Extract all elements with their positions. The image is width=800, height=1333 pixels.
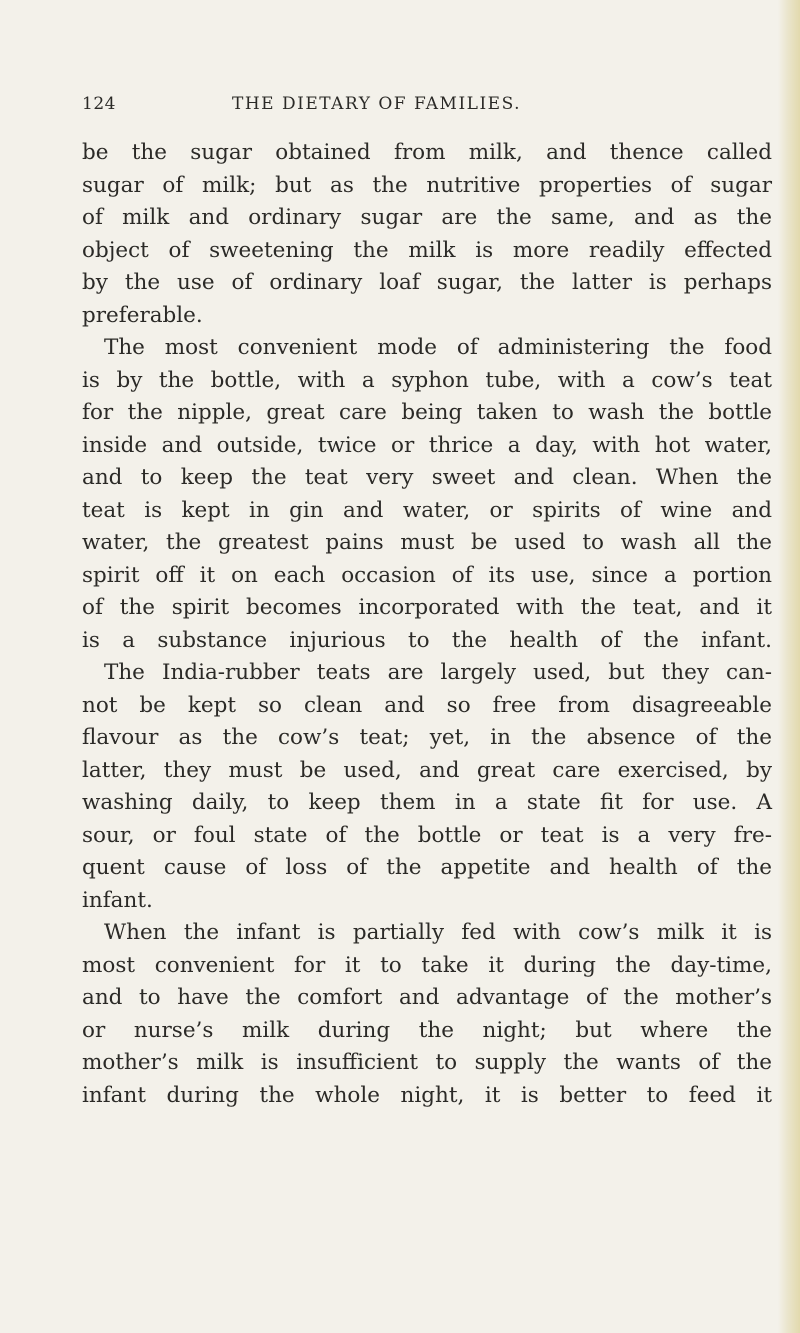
- text-line: water, the greatest pains must be used to wash all the: [82, 530, 772, 555]
- text-line: The most convenient mode of administering the food: [104, 335, 772, 360]
- text-line: washing daily, to keep them in a state fit for use. A: [82, 790, 772, 815]
- text-line: mother’s milk is insufficient to supply the wants of the: [82, 1050, 772, 1075]
- running-head: THE DIETARY OF FAMILIES.: [232, 94, 522, 114]
- body-text: [82, 137, 772, 1112]
- page-number: 124: [82, 94, 116, 114]
- text-line: preferable.: [82, 302, 203, 328]
- text-line: quent cause of loss of the appetite and health of the: [82, 855, 772, 880]
- text-line: is by the bottle, with a syphon tube, with a cow’s teat: [82, 367, 772, 393]
- text-line: sour, or foul state of the bottle or teat is a very fre-: [82, 822, 772, 848]
- text-line: infant during the whole night, it is better to feed it: [82, 1082, 772, 1108]
- text-line: The India-rubber teats are largely used, but they can-: [104, 660, 772, 685]
- text-line: most convenient for it to take it during the day-time,: [82, 952, 772, 978]
- text-line: sugar of milk; but as the nutritive properties of sugar: [82, 172, 772, 198]
- text-line: spirit off it on each occasion of its use, since a portion: [82, 562, 772, 588]
- text-line: flavour as the cow’s teat; yet, in the absence of the: [82, 725, 772, 750]
- text-line: is a substance injurious to the health of the infant.: [82, 627, 772, 653]
- text-line: latter, they must be used, and great care exercised, by: [82, 757, 772, 783]
- text-line: inside and outside, twice or thrice a day, with hot water,: [82, 432, 772, 458]
- text-line: or nurse’s milk during the night; but where the: [82, 1017, 772, 1043]
- page-header: [82, 94, 722, 124]
- text-line: not be kept so clean and so free from disagreeable: [82, 692, 772, 718]
- page-edge: [778, 0, 800, 1333]
- text-line: object of sweetening the milk is more readily effected: [82, 237, 772, 263]
- text-line: by the use of ordinary loaf sugar, the latter is perhaps: [82, 270, 772, 295]
- text-line: teat is kept in gin and water, or spirits of wine and: [82, 497, 772, 523]
- text-line: of the spirit becomes incorporated with the teat, and it: [82, 595, 772, 620]
- text-line: infant.: [82, 887, 153, 913]
- text-line: for the nipple, great care being taken to wash the bottle: [82, 400, 772, 425]
- text-line: of milk and ordinary sugar are the same, and as the: [82, 205, 772, 230]
- text-line: and to have the comfort and advantage of the mother’s: [82, 985, 772, 1010]
- text-line: When the infant is partially fed with cow’s milk it is: [104, 920, 772, 945]
- text-line: be the sugar obtained from milk, and thence called: [82, 140, 772, 165]
- text-line: and to keep the teat very sweet and clean. When the: [82, 465, 772, 490]
